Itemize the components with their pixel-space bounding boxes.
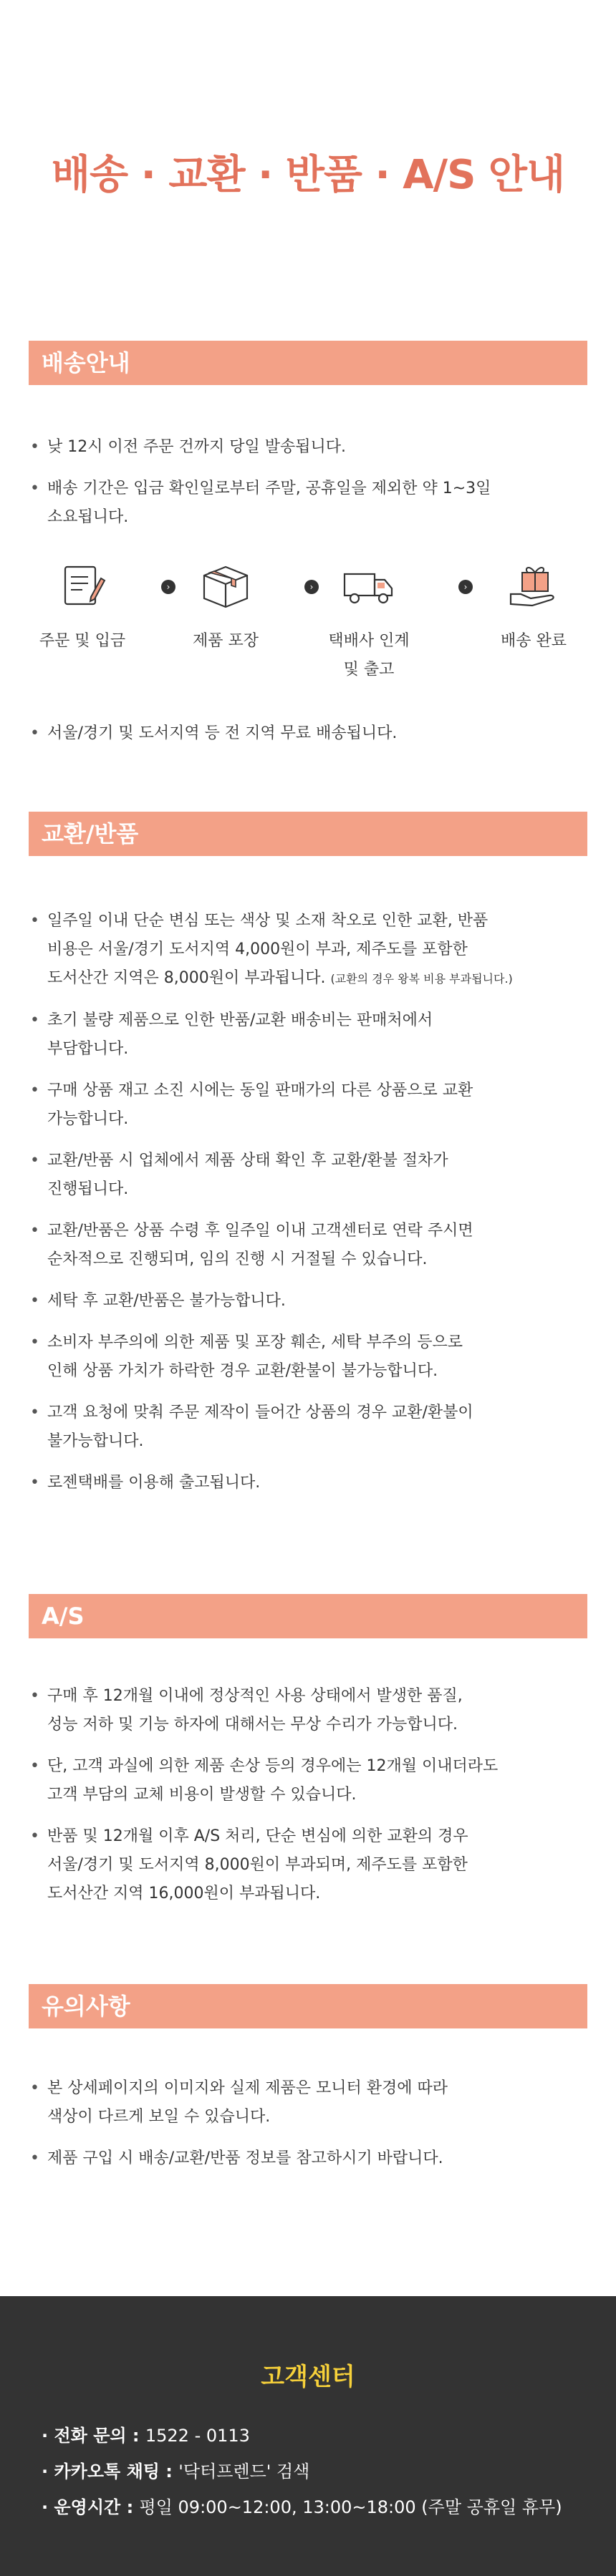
list-item-text: 교환/반품 시 업체에서 제품 상태 확인 후 교환/환불 절차가 진행됩니다. xyxy=(47,1152,448,1198)
list-item-text: 구매 상품 재고 소진 시에는 동일 판매가의 다른 상품으로 교환 가능합니다. xyxy=(47,1082,473,1128)
contact-label: · 운영시간 : xyxy=(42,2497,140,2517)
notice-list xyxy=(29,2074,587,2186)
step-pack xyxy=(172,558,279,656)
contact-value: 평일 09:00~12:00, 13:00~18:00 (주말 공휴일 휴무) xyxy=(139,2497,562,2517)
contact-value: '닥터프렌드' 검색 xyxy=(178,2461,310,2482)
list-item xyxy=(29,1217,587,1274)
list-item xyxy=(29,1006,587,1064)
customer-center xyxy=(0,2296,616,2576)
list-item xyxy=(29,2074,587,2132)
list-item-text: 단, 고객 과실에 의한 제품 손상 등의 경우에는 12개월 이내더라도 고객 부담의 교체 비용이 발생할 수 있습니다. xyxy=(47,1757,499,1804)
list-item-text: 소비자 부주의에 의한 제품 및 포장 훼손, 세탁 부주의 등으로 인해 상품 가치가 하락한 경우 교환/환불이 불가능합니다. xyxy=(47,1333,463,1380)
step-label: 제품 포장 xyxy=(192,632,259,650)
contact-kakao xyxy=(42,2457,562,2486)
shipping-list xyxy=(29,433,587,545)
list-item-text: 초기 불량 제품으로 인한 반품/교환 배송비는 판매처에서 부담합니다. xyxy=(47,1011,433,1058)
shipping-list-after xyxy=(29,719,587,761)
list-item-text: 반품 및 12개월 이후 A/S 처리, 단순 변심에 의한 교환의 경우 서울/경기 및 도서지역 8,000원이 부과되며, 제주도를 포함한 도서산간 지역 16,000원이 부과됩니다. xyxy=(47,1827,468,1902)
box-icon xyxy=(198,558,253,613)
list-item-text: 교환/반품은 상품 수령 후 일주일 이내 고객센터로 연락 주시면 순차적으로 진행되며, 임의 진행 시 거절될 수 있습니다. xyxy=(47,1222,473,1268)
list-item-text: 제품 구입 시 배송/교환/반품 정보를 참고하시기 바랍니다. xyxy=(47,2149,443,2167)
contact-phone xyxy=(42,2421,562,2450)
contact-hours xyxy=(42,2493,562,2522)
list-item: • 낮 12시 이전 주문 건까지 당일 발송됩니다. xyxy=(29,433,587,462)
list-item xyxy=(29,907,587,993)
list-item-text: 본 상세페이지의 이미지와 실제 제품은 모니터 환경에 따라 색상이 다르게 보일 수 있습니다. xyxy=(47,2079,448,2126)
list-item-text: 배송 기간은 입금 확인일로부터 주말, 공휴일을 제외한 약 1~3일 소요됩니다. xyxy=(47,480,491,526)
customer-center-title: 고객센터 xyxy=(261,2363,355,2391)
step-delivered xyxy=(480,558,587,656)
chevron-right-icon: › xyxy=(458,580,473,594)
list-item: • 서울/경기 및 도서지역 등 전 지역 무료 배송됩니다. xyxy=(29,719,587,748)
list-item xyxy=(29,1822,587,1908)
list-item xyxy=(29,1682,587,1739)
exchange-heading: 교환/반품 xyxy=(29,812,587,856)
notice-heading: 유의사항 xyxy=(29,1984,587,2028)
chevron-right-icon: › xyxy=(304,580,319,594)
list-item xyxy=(29,2144,587,2173)
gift-hand-icon xyxy=(506,558,561,613)
contact-value: 1522 - 0113 xyxy=(145,2426,250,2446)
list-item xyxy=(29,1399,587,1456)
customer-center-list xyxy=(42,2421,562,2529)
list-item xyxy=(29,475,587,532)
list-item-text: 고객 요청에 맞춰 주문 제작이 들어간 상품의 경우 교환/환불이 불가능합니다. xyxy=(47,1404,473,1450)
page-title: 배송 · 교환 · 반품 · A/S 안내 xyxy=(51,152,565,198)
contact-label: · 카카오톡 채팅 : xyxy=(42,2461,179,2482)
step-label: 배송 완료 xyxy=(500,632,567,650)
list-item-text: 로젠택배를 이용해 출고됩니다. xyxy=(47,1474,261,1492)
contact-label: · 전화 문의 : xyxy=(42,2426,145,2446)
list-item xyxy=(29,1752,587,1809)
as-heading: A/S xyxy=(29,1594,587,1638)
step-label: 택배사 인계 및 출고 xyxy=(328,632,410,679)
list-item-note: (교환의 경우 왕복 비용 부과됩니다.) xyxy=(330,972,513,986)
list-item xyxy=(29,1076,587,1134)
shipping-heading: 배송안내 xyxy=(29,341,587,385)
list-item-text: 일주일 이내 단순 변심 또는 색상 및 소재 착오로 인한 교환, 반품 비용은 서울/경기 도서지역 4,000원이 부과, 제주도를 포함한 도서산간 지역은 8,000원이 부과됩니다. xyxy=(47,912,489,987)
order-note-icon xyxy=(55,558,110,613)
list-item-text: 구매 후 12개월 이내에 정상적인 사용 상태에서 발생한 품질, 성능 저하 및 기능 하자에 대해서는 무상 수리가 가능합니다. xyxy=(47,1687,463,1734)
step-dispatch xyxy=(315,558,423,684)
step-order xyxy=(29,558,136,656)
list-item xyxy=(29,1147,587,1204)
truck-icon xyxy=(342,558,396,613)
step-label: 주문 및 입금 xyxy=(39,632,126,650)
list-item xyxy=(29,1469,587,1497)
shipping-steps xyxy=(29,558,587,701)
list-item-text: 세탁 후 교환/반품은 불가능합니다. xyxy=(47,1292,286,1310)
chevron-right-icon: › xyxy=(161,580,175,594)
as-list xyxy=(29,1682,587,1921)
exchange-list xyxy=(29,907,587,1510)
list-item xyxy=(29,1287,587,1316)
list-item xyxy=(29,1328,587,1386)
